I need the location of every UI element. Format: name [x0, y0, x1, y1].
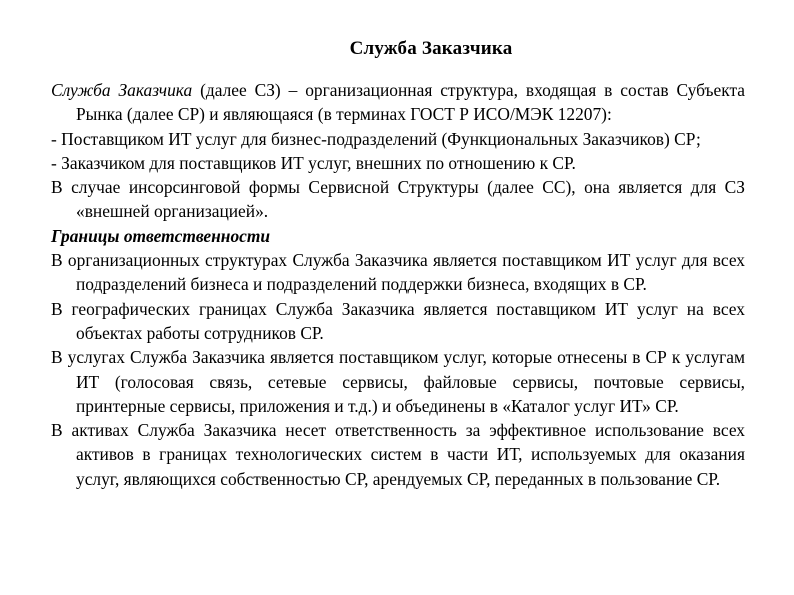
definition-text: (далее СЗ) – организационная структура, входящая в состав Субъекта Рынка (далее СР) и являющаяся (в терминах ГОСТ Р ИСО/МЭК 12207): — [76, 80, 745, 125]
term-emphasis: Служба Заказчика — [51, 80, 193, 100]
paragraph-services: В услугах Служба Заказчика является поставщиком услуг, которые отнесены в СР к услугам ИТ (голосовая связь, сетевые сервисы, файловые сервисы, почтовые сервисы, принтерные сервисы, приложения и т.д.) и объединены в «Каталог услуг ИТ» СР. — [51, 347, 745, 416]
paragraph-org-structures: В организационных структурах Служба Заказчика является поставщиком ИТ услуг для всех подразделений бизнеса и подразделений поддержки бизнеса, входящих в СР. — [51, 250, 745, 295]
paragraph-assets: В активах Служба Заказчика несет ответственность за эффективное использование всех активов в границах технологических систем в части ИТ, используемых для оказания услуг, являющихся собственностью СР, арендуемых СР, переданных в пользование СР. — [51, 420, 745, 489]
paragraph-insourcing: В случае инсорсинговой формы Сервисной Структуры (далее СС), она является для СЗ «внешней организацией». — [51, 177, 745, 222]
section-heading: Границы ответственности — [51, 225, 271, 246]
paragraph-geography: В географических границах Служба Заказчика является поставщиком ИТ услуг на всех объектах работы сотрудников СР. — [51, 298, 745, 343]
page-title: Служба Заказчика — [349, 38, 513, 59]
paragraph-customer-role: - Заказчиком для поставщиков ИТ услуг, внешних по отношению к СР. — [51, 152, 576, 173]
paragraph-supplier-role: - Поставщиком ИТ услуг для бизнес-подразделений (Функциональных Заказчиков) СР; — [51, 128, 701, 149]
paragraph-definition — [51, 78, 745, 127]
document-body — [51, 78, 745, 491]
